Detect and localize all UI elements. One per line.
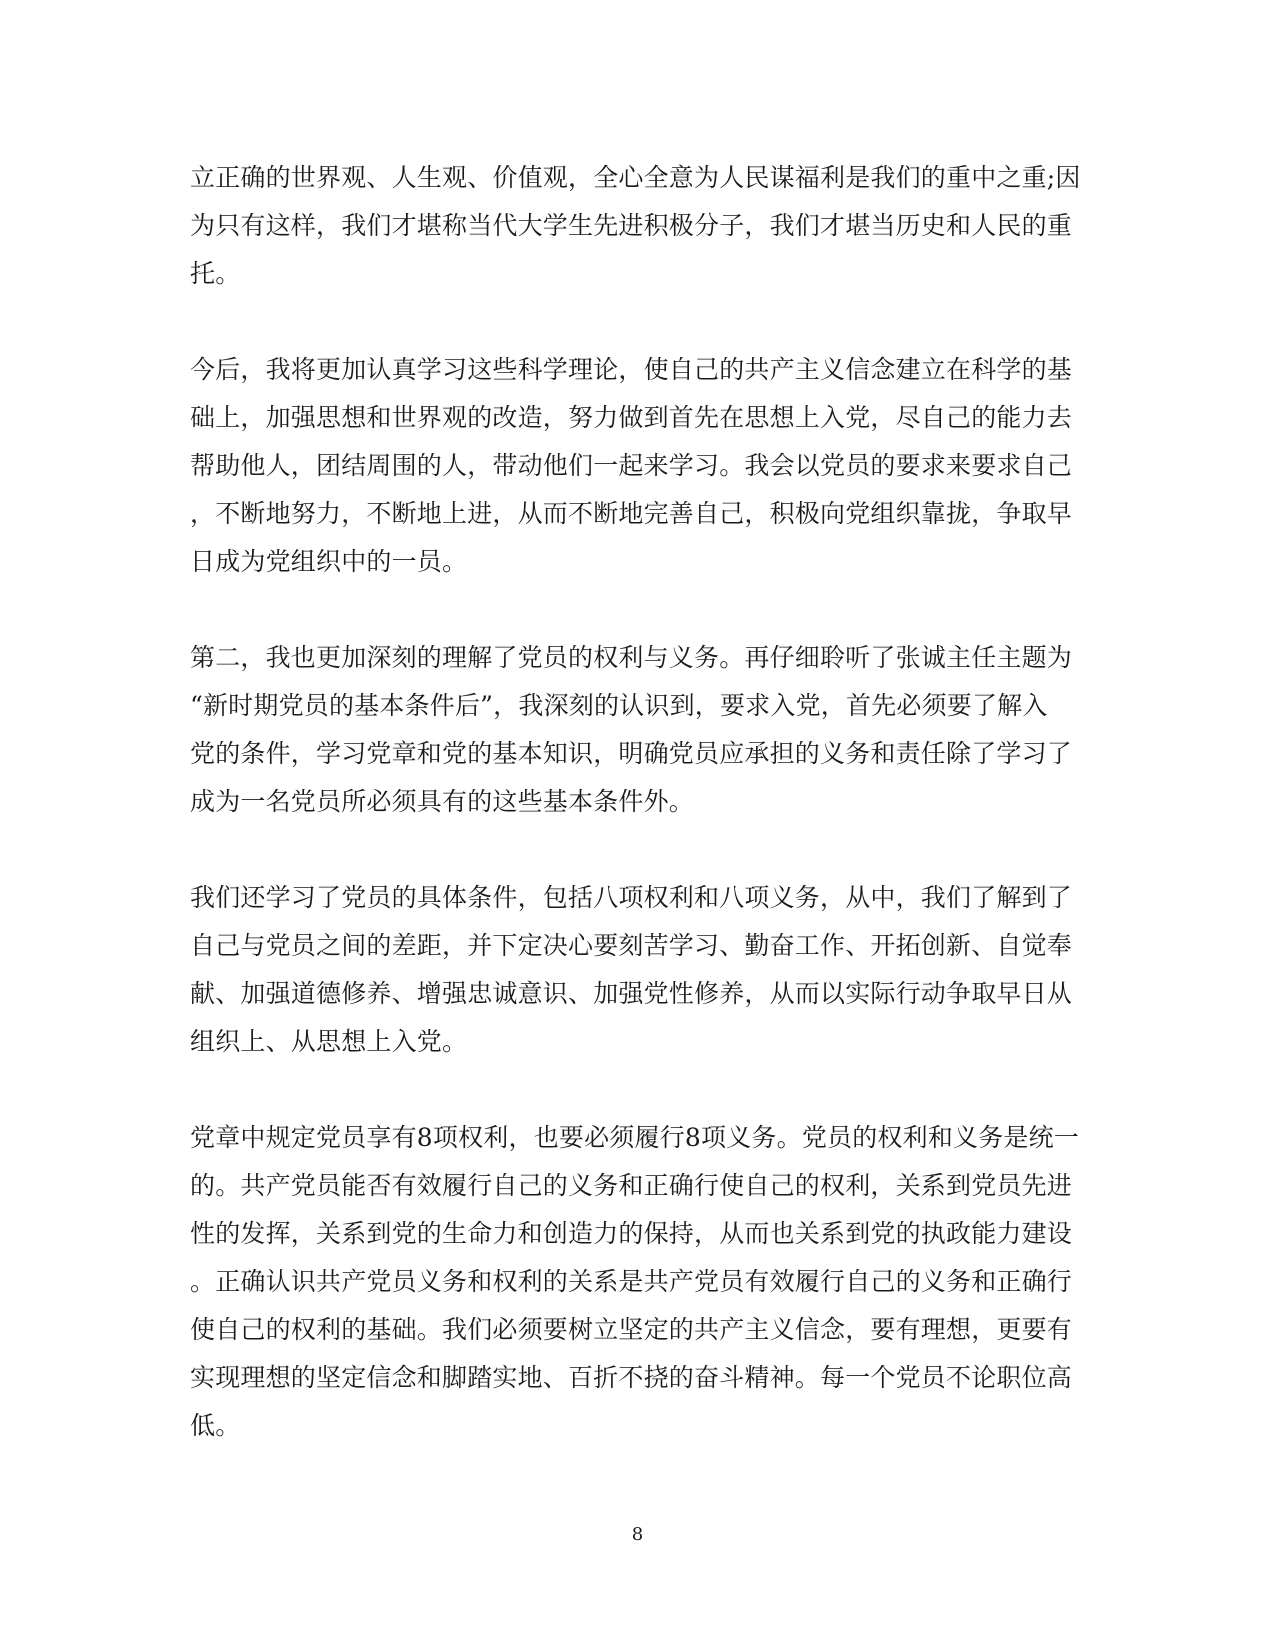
text-line: 的。共产党员能否有效履行自己的义务和正确行使自己的权利，关系到党员先进 (190, 1171, 1073, 1200)
paragraph-gap (190, 298, 1070, 346)
text-line: 托。 (190, 259, 241, 288)
text-line: 性的发挥，关系到党的生命力和创造力的保持，从而也关系到党的执政能力建设 (190, 1219, 1073, 1248)
paragraph-5 (190, 1114, 1080, 1450)
page-number: 8 (631, 1524, 644, 1545)
paragraph-2 (190, 346, 1073, 586)
text-line: 组织上、从思想上入党。 (190, 1027, 468, 1056)
paragraph-gap (190, 826, 1070, 874)
text-line: 日成为党组织中的一员。 (190, 547, 468, 576)
paragraph-1 (190, 154, 1081, 298)
paragraph-gap (190, 1066, 1070, 1114)
text-line: 实现理想的坚定信念和脚踏实地、百折不挠的奋斗精神。每一个党员不论职位高 (190, 1363, 1073, 1392)
text-line: 使自己的权利的基础。我们必须要树立坚定的共产主义信念，要有理想，更要有 (190, 1315, 1073, 1344)
text-line: 础上，加强思想和世界观的改造，努力做到首先在思想上入党，尽自己的能力去 (190, 403, 1073, 432)
text-line: 党的条件，学习党章和党的基本知识，明确党员应承担的义务和责任除了学习了 (190, 739, 1073, 768)
text-line: 成为一名党员所必须具有的这些基本条件外。 (190, 787, 695, 816)
text-line: 第二，我也更加深刻的理解了党员的权利与义务。再仔细聆听了张诚主任主题为 (190, 643, 1073, 672)
paragraph-gap (190, 586, 1070, 634)
text-line: 自己与党员之间的差距，并下定决心要刻苦学习、勤奋工作、开拓创新、自觉奉 (190, 931, 1073, 960)
document-body (190, 154, 1081, 1450)
paragraph-3 (190, 634, 1073, 826)
paragraph-4 (190, 874, 1073, 1066)
text-line: ，不断地努力，不断地上进，从而不断地完善自己，积极向党组织靠拢，争取早 (190, 499, 1073, 528)
text-line: “新时期党员的基本条件后”，我深刻的认识到，要求入党，首先必须要了解入 (190, 691, 1048, 720)
text-line: 我们还学习了党员的具体条件，包括八项权利和八项义务，从中，我们了解到了 (190, 883, 1073, 912)
text-line: 帮助他人，团结周围的人，带动他们一起来学习。我会以党员的要求来要求自己 (190, 451, 1073, 480)
text-line: 低。 (190, 1411, 241, 1440)
text-line: 今后，我将更加认真学习这些科学理论，使自己的共产主义信念建立在科学的基 (190, 355, 1073, 384)
text-line: 立正确的世界观、人生观、价值观，全心全意为人民谋福利是我们的重中之重;因 (190, 163, 1081, 192)
text-line: 党章中规定党员享有8项权利，也要必须履行8项义务。党员的权利和义务是统一 (190, 1123, 1080, 1152)
text-line: 为只有这样，我们才堪称当代大学生先进积极分子，我们才堪当历史和人民的重 (190, 211, 1073, 240)
text-line: 。正确认识共产党员义务和权利的关系是共产党员有效履行自己的义务和正确行 (190, 1267, 1073, 1296)
text-line: 献、加强道德修养、增强忠诚意识、加强党性修养，从而以实际行动争取早日从 (190, 979, 1073, 1008)
